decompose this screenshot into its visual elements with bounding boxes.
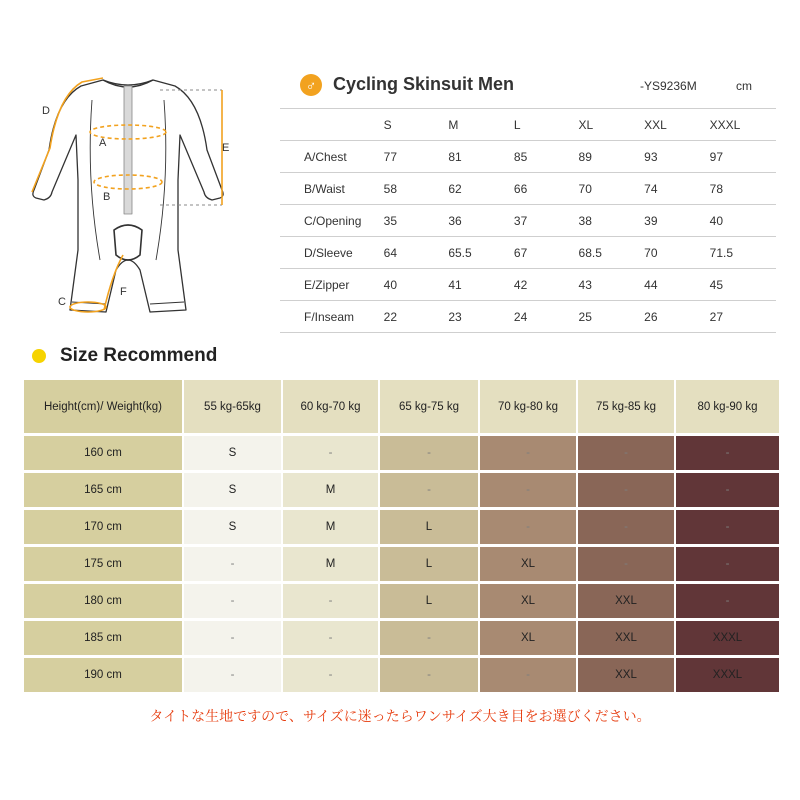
measure-value: 77 (384, 141, 449, 173)
size-col-header: XXL (644, 109, 710, 141)
recommend-size-cell: - (283, 436, 380, 473)
recommend-size-cell: - (184, 547, 283, 584)
label-b: B (103, 191, 111, 203)
recommend-size-cell: - (676, 510, 779, 547)
recommend-size-cell: - (676, 584, 779, 621)
size-chart-row (280, 141, 776, 173)
measure-value: 67 (514, 237, 579, 269)
recommend-size-cell: - (676, 473, 779, 510)
recommend-row (24, 584, 779, 621)
label-f: F (120, 286, 127, 298)
recommend-row (24, 473, 779, 510)
measure-value: 45 (710, 269, 776, 301)
measure-value: 42 (514, 269, 579, 301)
recommend-size-cell: S (184, 510, 283, 547)
recommend-size-cell: XXXL (676, 658, 779, 695)
measure-value: 68.5 (579, 237, 645, 269)
recommend-size-cell: - (480, 436, 578, 473)
recommend-size-cell: - (184, 584, 283, 621)
recommend-size-cell: - (578, 436, 676, 473)
recommend-header-cell: 75 kg-85 kg (578, 380, 676, 436)
measure-label: A/Chest (280, 141, 384, 173)
measure-value: 40 (710, 205, 776, 237)
product-code: -YS9236M (640, 79, 697, 93)
recommend-size-cell: - (380, 621, 480, 658)
recommend-size-cell: XXL (578, 584, 676, 621)
measure-value: 85 (514, 141, 579, 173)
measure-value: 74 (644, 173, 710, 205)
size-col-header: S (384, 109, 449, 141)
recommend-size-cell: - (283, 658, 380, 695)
measure-value: 22 (384, 301, 449, 333)
label-c: C (58, 296, 66, 308)
size-col-header: M (448, 109, 514, 141)
size-chart-row (280, 237, 776, 269)
size-recommend-table (24, 380, 779, 695)
size-chart-row (280, 205, 776, 237)
measure-label: B/Waist (280, 173, 384, 205)
recommend-size-cell: S (184, 473, 283, 510)
recommend-row (24, 658, 779, 695)
size-chart-title: Cycling Skinsuit Men (333, 74, 515, 94)
size-col-header: XL (579, 109, 645, 141)
recommend-header-cell: Height(cm)/ Weight(kg) (24, 380, 184, 436)
size-chart-corner (280, 109, 384, 141)
measure-value: 23 (448, 301, 514, 333)
recommend-size-cell: XXXL (676, 621, 779, 658)
recommend-row (24, 621, 779, 658)
recommend-height-cell: 165 cm (24, 473, 184, 510)
measure-value: 97 (710, 141, 776, 173)
recommend-size-cell: XXL (578, 658, 676, 695)
recommend-size-cell: M (283, 473, 380, 510)
measure-value: 27 (710, 301, 776, 333)
measure-value: 44 (644, 269, 710, 301)
measure-value: 41 (448, 269, 514, 301)
recommend-row (24, 547, 779, 584)
measure-value: 93 (644, 141, 710, 173)
recommend-size-cell: - (578, 547, 676, 584)
recommend-size-cell: L (380, 547, 480, 584)
measure-label: D/Sleeve (280, 237, 384, 269)
measure-value: 64 (384, 237, 449, 269)
recommend-size-cell: XL (480, 584, 578, 621)
label-e: E (222, 142, 230, 154)
recommend-row (24, 510, 779, 547)
male-icon: ♂ (300, 74, 322, 96)
recommend-bullet-icon (32, 349, 46, 363)
recommend-header-cell: 60 kg-70 kg (283, 380, 380, 436)
recommend-size-cell: XL (480, 547, 578, 584)
measure-value: 37 (514, 205, 579, 237)
size-chart-row (280, 269, 776, 301)
recommend-size-cell: S (184, 436, 283, 473)
sizing-note: タイトな生地ですので、サイズに迷ったらワンサイズ大き目をお選びください。 (149, 708, 651, 724)
recommend-header-cell: 70 kg-80 kg (480, 380, 578, 436)
sleeve-measure-line (32, 78, 103, 192)
recommend-size-cell: - (184, 658, 283, 695)
size-chart-header-row (280, 109, 776, 141)
recommend-size-cell: - (480, 510, 578, 547)
recommend-size-cell: - (578, 510, 676, 547)
recommend-height-cell: 160 cm (24, 436, 184, 473)
measure-value: 81 (448, 141, 514, 173)
recommend-size-cell: XXL (578, 621, 676, 658)
recommend-header-row (24, 380, 779, 436)
measure-label: E/Zipper (280, 269, 384, 301)
measure-value: 38 (579, 205, 645, 237)
measure-value: 71.5 (710, 237, 776, 269)
recommend-height-cell: 170 cm (24, 510, 184, 547)
recommend-size-cell: XL (480, 621, 578, 658)
recommend-height-cell: 185 cm (24, 621, 184, 658)
measure-value: 78 (710, 173, 776, 205)
recommend-height-cell: 175 cm (24, 547, 184, 584)
measure-value: 58 (384, 173, 449, 205)
measure-value: 26 (644, 301, 710, 333)
recommend-header-cell: 55 kg-65kg (184, 380, 283, 436)
recommend-size-cell: L (380, 584, 480, 621)
measure-value: 65.5 (448, 237, 514, 269)
recommend-header-cell: 65 kg-75 kg (380, 380, 480, 436)
measure-value: 39 (644, 205, 710, 237)
recommend-size-cell: M (283, 510, 380, 547)
measure-value: 66 (514, 173, 579, 205)
recommend-row (24, 436, 779, 473)
size-chart-table (280, 108, 776, 333)
measure-label: C/Opening (280, 205, 384, 237)
size-chart-row (280, 173, 776, 205)
size-col-header: XXXL (710, 109, 776, 141)
measure-value: 24 (514, 301, 579, 333)
recommend-size-cell: - (380, 473, 480, 510)
measure-value: 25 (579, 301, 645, 333)
measure-value: 70 (644, 237, 710, 269)
measure-value: 62 (448, 173, 514, 205)
measure-value: 43 (579, 269, 645, 301)
recommend-size-cell: - (676, 436, 779, 473)
recommend-size-cell: - (283, 584, 380, 621)
measure-value: 89 (579, 141, 645, 173)
recommend-size-cell: M (283, 547, 380, 584)
label-a: A (99, 137, 107, 149)
size-col-header: L (514, 109, 579, 141)
recommend-size-cell: - (480, 658, 578, 695)
recommend-size-cell: - (676, 547, 779, 584)
size-chart-row (280, 301, 776, 333)
measure-label: F/Inseam (280, 301, 384, 333)
measure-value: 40 (384, 269, 449, 301)
unit-label: cm (736, 79, 752, 93)
recommend-height-cell: 180 cm (24, 584, 184, 621)
measure-value: 36 (448, 205, 514, 237)
label-d: D (42, 105, 50, 117)
recommend-size-cell: - (283, 621, 380, 658)
recommend-title: Size Recommend (60, 345, 218, 366)
recommend-header-cell: 80 kg-90 kg (676, 380, 779, 436)
measure-value: 35 (384, 205, 449, 237)
recommend-height-cell: 190 cm (24, 658, 184, 695)
size-chart-header (300, 72, 780, 102)
recommend-size-cell: - (380, 436, 480, 473)
recommend-size-cell: - (380, 658, 480, 695)
skinsuit-diagram (0, 60, 260, 330)
recommend-size-cell: - (184, 621, 283, 658)
recommend-size-cell: - (480, 473, 578, 510)
measure-value: 70 (579, 173, 645, 205)
recommend-size-cell: - (578, 473, 676, 510)
recommend-size-cell: L (380, 510, 480, 547)
